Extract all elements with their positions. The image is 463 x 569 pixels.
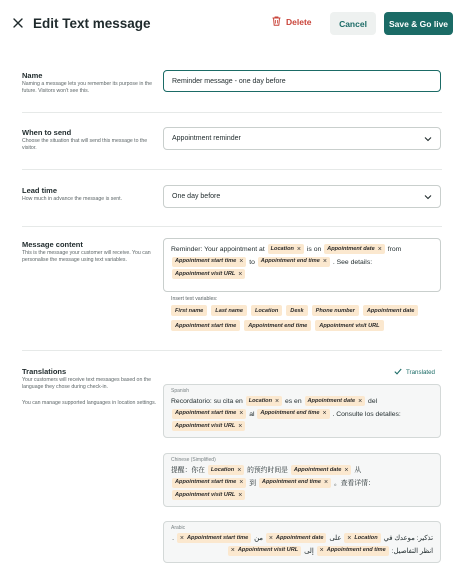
- token-label: Appointment visit URL: [175, 491, 236, 498]
- variable-token: [257, 409, 329, 419]
- variable-token: [266, 533, 327, 543]
- insert-desk-chip[interactable]: Desk: [286, 305, 307, 316]
- page-title: Edit Text message: [33, 16, 151, 31]
- spanish-translation-editor[interactable]: [163, 384, 441, 438]
- translations-settings-note: You can manage supported languages in location settings.: [22, 400, 157, 406]
- translations-description: Your customers will receive text messages based on the language they chose during check-in.: [22, 377, 151, 390]
- message-text: من: [254, 535, 263, 542]
- message-text: 提醒：你在: [171, 467, 205, 474]
- token-label: Appointment visit URL: [175, 270, 236, 277]
- delete-label: Delete: [286, 17, 312, 27]
- insert-appointment-end-time-chip[interactable]: Appointment end time: [244, 320, 311, 331]
- variable-token: [344, 533, 380, 543]
- when-to-send-value: Appointment reminder: [172, 135, 241, 142]
- token-label: Appointment end time: [260, 258, 320, 265]
- message-text: Reminder: Your appointment at: [171, 246, 265, 253]
- remove-token-icon[interactable]: ×: [268, 534, 273, 542]
- lead-time-value: One day before: [172, 193, 221, 200]
- token-label: Appointment end time: [260, 410, 320, 417]
- message-text: إلى: [304, 547, 314, 555]
- remove-token-icon[interactable]: ×: [238, 270, 243, 278]
- variable-token: [172, 269, 245, 279]
- remove-token-icon[interactable]: ×: [296, 245, 302, 253]
- token-label: Appointment end time: [261, 479, 321, 486]
- message-text: . Consulte los detalles:: [332, 410, 401, 418]
- variable-token: [291, 465, 352, 475]
- insert-phone-number-chip[interactable]: Phone number: [312, 305, 359, 316]
- lead-time-select[interactable]: [163, 185, 441, 208]
- variable-token: [246, 396, 282, 406]
- token-label: Location: [210, 466, 235, 473]
- token-label: Appointment date: [275, 534, 324, 541]
- variable-token: [172, 478, 246, 488]
- message-content-description: This is the message your customer will receive. You can personalise the message using text variables.: [22, 250, 151, 263]
- arabic-message: [171, 533, 433, 558]
- remove-token-icon[interactable]: ×: [319, 547, 324, 555]
- message-text: 从: [354, 467, 362, 474]
- message-text: es en: [284, 398, 302, 405]
- insert-location-chip[interactable]: Location: [251, 305, 282, 316]
- message-text: from: [387, 246, 402, 253]
- close-icon[interactable]: [10, 15, 26, 31]
- name-input[interactable]: [163, 70, 441, 92]
- delete-button[interactable]: [272, 16, 312, 28]
- name-input-value: Reminder message - one day before: [172, 77, 286, 85]
- variable-token: [228, 546, 301, 556]
- token-label: Location: [248, 397, 272, 404]
- message-content-editor[interactable]: [163, 238, 441, 292]
- translated-label: Translated: [406, 369, 436, 376]
- variable-token: [208, 465, 244, 475]
- divider: [22, 112, 442, 113]
- remove-token-icon[interactable]: ×: [239, 258, 244, 266]
- language-label: Arabic: [171, 525, 186, 531]
- arabic-translation-editor[interactable]: [163, 521, 441, 563]
- variable-token: [317, 546, 389, 556]
- remove-token-icon[interactable]: ×: [322, 258, 327, 266]
- message-text: 到: [249, 479, 257, 487]
- cancel-button[interactable]: Cancel: [330, 12, 376, 35]
- message-text: . انظر التفاصيل:: [172, 535, 433, 555]
- message-text: 的预约时间是: [247, 467, 288, 474]
- name-description: Naming a message lets you remember its purpose in the future. Visitors won't see this.: [22, 81, 153, 94]
- chevron-down-icon: [424, 135, 432, 143]
- chevron-down-icon: [424, 193, 432, 201]
- token-label: Appointment visit URL: [175, 422, 236, 429]
- remove-token-icon[interactable]: ×: [237, 466, 242, 474]
- insert-last-name-chip[interactable]: Last name: [211, 305, 247, 316]
- remove-token-icon[interactable]: ×: [239, 479, 244, 487]
- message-text: is on: [306, 246, 322, 253]
- variable-chip-row: [171, 305, 441, 316]
- remove-token-icon[interactable]: ×: [239, 410, 244, 418]
- token-label: Appointment start time: [175, 258, 237, 265]
- message-text: to: [249, 258, 255, 266]
- insert-appointment-visit-url-chip[interactable]: Appointment visit URL: [315, 320, 383, 331]
- token-label: Appointment visit URL: [237, 547, 299, 554]
- token-label: Location: [354, 534, 378, 541]
- token-label: Appointment start time: [186, 534, 249, 541]
- remove-token-icon[interactable]: ×: [275, 397, 280, 405]
- remove-token-icon[interactable]: ×: [347, 534, 352, 542]
- remove-token-icon[interactable]: ×: [322, 410, 327, 418]
- save-go-live-button[interactable]: Save & Go live: [384, 12, 453, 35]
- language-label: Chinese (Simplified): [171, 457, 216, 463]
- message-text: del: [368, 398, 378, 405]
- token-label: Appointment start time: [175, 410, 237, 417]
- remove-token-icon[interactable]: ×: [238, 422, 243, 430]
- language-label: Spanish: [171, 388, 190, 394]
- divider: [22, 350, 442, 351]
- variable-token: [258, 257, 330, 267]
- variable-token: [259, 478, 331, 488]
- message-text: 。查看详情：: [333, 479, 375, 487]
- remove-token-icon[interactable]: ×: [358, 397, 363, 405]
- token-label: Location: [270, 245, 294, 252]
- lead-time-label: Lead time: [22, 186, 58, 195]
- remove-token-icon[interactable]: ×: [238, 491, 243, 499]
- lead-time-description: How much in advance the message is sent.: [22, 196, 123, 202]
- message-content-label: Message content: [22, 240, 83, 249]
- when-to-send-description: Choose the situation that will send this message to the visitor.: [22, 138, 148, 151]
- message-text: تذكير: موعدك في: [383, 535, 433, 542]
- remove-token-icon[interactable]: ×: [377, 245, 382, 253]
- variable-token: [172, 490, 245, 500]
- message-text: al: [249, 410, 255, 418]
- remove-token-icon[interactable]: ×: [179, 534, 184, 542]
- message-text: على: [329, 535, 342, 542]
- token-label: Appointment start time: [175, 479, 237, 486]
- message-text: Recordatorio: su cita en: [171, 398, 243, 405]
- insert-appointment-start-time-chip[interactable]: Appointment start time: [171, 320, 240, 331]
- check-icon: [394, 368, 402, 377]
- header: [0, 0, 463, 48]
- insert-appointment-date-chip[interactable]: Appointment date: [363, 305, 419, 316]
- remove-token-icon[interactable]: ×: [344, 466, 349, 474]
- chinese-translation-editor[interactable]: [163, 453, 441, 507]
- variable-token: [305, 396, 366, 406]
- insert-variables-label: Insert text variables:: [171, 296, 218, 302]
- variable-chip-row: [171, 320, 441, 331]
- when-to-send-select[interactable]: [163, 127, 441, 150]
- remove-token-icon[interactable]: ×: [230, 547, 235, 555]
- variable-token: [172, 409, 246, 419]
- translated-status: [394, 368, 435, 377]
- variable-token: [177, 533, 251, 543]
- translations-label: Translations: [22, 367, 67, 376]
- token-label: Appointment date: [293, 466, 342, 473]
- variable-token: [268, 244, 304, 254]
- insert-first-name-chip[interactable]: First name: [171, 305, 207, 316]
- name-label: Name: [22, 71, 43, 80]
- trash-icon: [272, 16, 281, 28]
- variable-token: [172, 257, 246, 267]
- when-to-send-label: When to send: [22, 128, 72, 137]
- divider: [22, 226, 442, 227]
- variable-token: [172, 421, 245, 431]
- remove-token-icon[interactable]: ×: [323, 479, 329, 487]
- message-text: . See details:: [332, 258, 373, 266]
- token-label: Appointment date: [327, 245, 375, 252]
- token-label: Appointment date: [307, 397, 356, 404]
- divider: [22, 169, 442, 170]
- variable-token: [324, 244, 385, 254]
- token-label: Appointment end time: [326, 547, 386, 554]
